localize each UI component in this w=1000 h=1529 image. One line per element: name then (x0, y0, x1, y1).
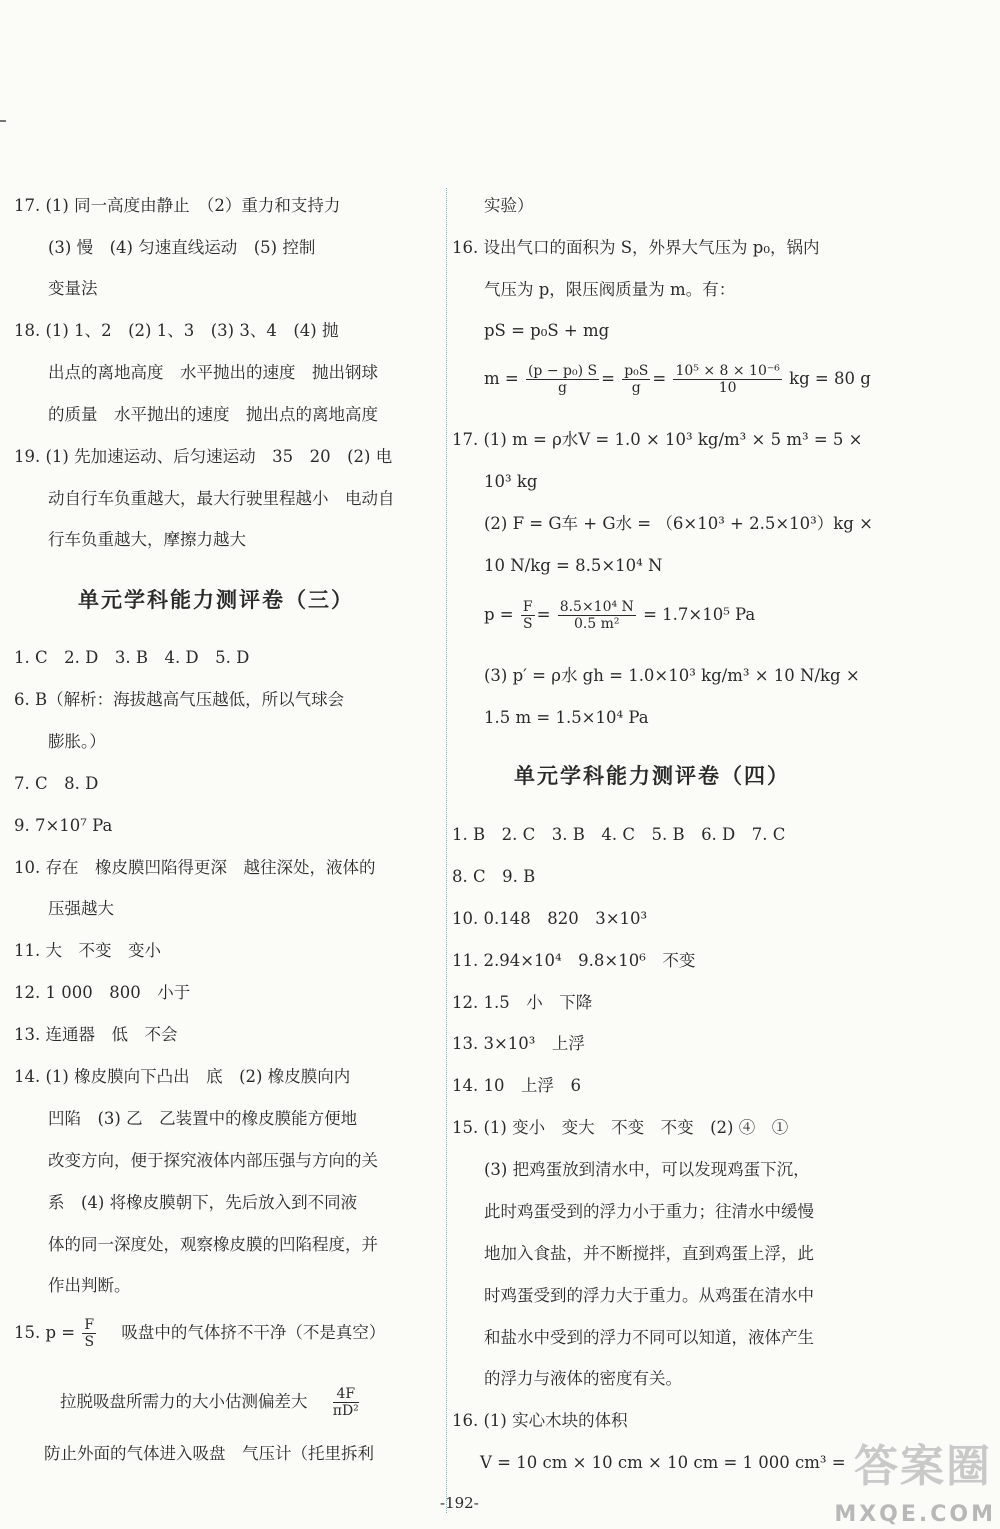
a15-line2 (60, 1387, 361, 1418)
b15-line7: 的浮力与液体的密度有关。 (484, 1369, 682, 1388)
a15-frac-den: S (84, 1334, 95, 1350)
q17-f2-num: 8.5×10⁴ N (559, 599, 634, 615)
b15-line2: (3) 把鸡蛋放到清水中，可以发现鸡蛋下沉， (484, 1160, 810, 1179)
q16-line2: 气压为 p，限压阀质量为 m。有： (484, 280, 736, 299)
a10-line1: 10. 存在 橡皮膜凹陷得更深 越往深处，液体的 (14, 858, 376, 877)
answer-13: 13. 连通器 低 不会 (14, 1025, 178, 1044)
answers-7-8: 7. C 8. D (14, 774, 99, 793)
answer-b14: 14. 10 上浮 6 (452, 1076, 581, 1095)
answer-b10: 10. 0.148 820 3×10³ (452, 909, 648, 928)
r-line0: 实验） (484, 196, 534, 215)
q16-frac2 (622, 364, 650, 395)
q17-frac2 (558, 600, 636, 631)
q19-line1: 19. (1) 先加速运动、后匀速运动 35 20 (2) 电 (14, 447, 393, 466)
a14-line3: 改变方向，便于探究液体内部压强与方向的关 (48, 1151, 378, 1170)
q17r-part3-line1: (3) p′ = ρ水 gh = 1.0×10³ kg/m³ × 10 N/kg × (484, 666, 860, 685)
q16-f3-num: 10⁵ × 8 × 10⁻⁶ (675, 363, 780, 379)
q17-f2-den: 0.5 m² (573, 616, 620, 632)
a6-line1: 6. B（解析：海拔越高气压越低，所以气球会 (14, 690, 345, 709)
a14-line6: 作出判断。 (48, 1276, 131, 1295)
a15-tail: 吸盘中的气体挤不干净（不是真空） (121, 1323, 386, 1342)
a14-line1: 14. (1) 橡皮膜向下凸出 底 (2) 橡皮膜向内 (14, 1067, 351, 1086)
answer-b11: 11. 2.94×10⁴ 9.8×10⁶ 不变 (452, 951, 696, 970)
a15-frac-num: F (84, 1317, 95, 1333)
a14-line5: 体的同一深度处，观察橡皮膜的凹陷程度，并 (48, 1235, 378, 1254)
q16-f1-num: (p − p₀) S (527, 363, 598, 379)
q16-f3-den: 10 (718, 380, 737, 396)
q17r-line2: 10³ kg (484, 472, 538, 491)
margin-tick (0, 120, 6, 122)
q16-mass-formula: m = $\frac{\text{(p − p₀) S}}{g}$ = $\frac{\text{p₀S}}{g}$ = $\frac{\text{10⁵ × 8 × 10⁻⁶}}{10}$ kg = 80 g (484, 363, 871, 396)
a15-fraction (82, 1318, 96, 1349)
column-divider (446, 188, 447, 1513)
a15-line3: 防止外面的气体进入吸盘 气压计（托里拆利 (44, 1444, 374, 1463)
q16-f2-den: g (631, 380, 641, 396)
answers-b1-7: 1. B 2. C 3. B 4. C 5. B 6. D 7. C (452, 825, 786, 844)
a10-line2: 压强越大 (48, 899, 114, 918)
q17-frac1 (521, 600, 535, 631)
answer-b13: 13. 3×10³ 上浮 (452, 1034, 585, 1053)
b15-line4: 地加入食盐，并不断搅拌，直到鸡蛋上浮，此 (484, 1244, 814, 1263)
b15-line3: 此时鸡蛋受到的浮力小于重力；往清水中缓慢 (484, 1202, 814, 1221)
section-heading-4: 单元学科能力测评卷（四） (514, 764, 790, 788)
q16-line3: pS = p₀S + mg (484, 321, 610, 340)
q17-line2: (3) 慢 (4) 匀速直线运动 (5) 控制 (48, 238, 316, 257)
q16-line1: 16. 设出气口的面积为 S，外界大气压为 p₀，锅内 (452, 238, 820, 257)
q17-p-prefix: p = (484, 605, 514, 624)
answer-12: 12. 1 000 800 小于 (14, 983, 191, 1002)
watermark-logo: 答案圈 (854, 1441, 992, 1492)
q17-line3: 变量法 (48, 279, 98, 298)
watermark-url: MXQE.COM (834, 1502, 996, 1527)
q17r-line4: 10 N/kg = 8.5×10⁴ N (484, 556, 663, 575)
a15-line2-text: 拉脱吸盘所需力的大小估测偏差大 (60, 1392, 308, 1411)
q17-f1-den: S (522, 616, 533, 632)
a14-line4: 系 (4) 将橡皮膜朝下，先后放入到不同液 (48, 1193, 358, 1212)
q17-p-tail: = 1.7×10⁵ Pa (643, 605, 756, 624)
answer-b12: 12. 1.5 小 下降 (452, 993, 593, 1012)
b15-line1: 15. (1) 变小 变大 不变 不变 (2) ④ ① (452, 1118, 789, 1137)
answer-9: 9. 7×10⁷ Pa (14, 816, 113, 835)
q16-frac3 (673, 364, 781, 395)
q17-f1-num: F (522, 599, 533, 615)
q17r-line3: (2) F = G车 + G水 = （6×10³ + 2.5×10³）kg × (484, 514, 873, 533)
q16-f1-den: g (558, 380, 568, 396)
answers-1-5: 1. C 2. D 3. B 4. D 5. D (14, 648, 250, 667)
b15-line6: 和盐水中受到的浮力不同可以知道，液体产生 (484, 1328, 814, 1347)
b16-line1: 16. (1) 实心木块的体积 (452, 1411, 628, 1430)
a15-frac2-den: πD² (332, 1403, 359, 1419)
a15-prefix: 15. p = (14, 1323, 76, 1342)
q16-m-tail: kg = 80 g (789, 369, 871, 388)
a15-line1 (14, 1318, 385, 1349)
q16-frac1 (526, 364, 599, 395)
q16-f2-num: p₀S (624, 363, 649, 379)
q18-line3: 的质量 水平抛出的速度 抛出点的离地高度 (48, 405, 378, 424)
b16-line2: V = 10 cm × 10 cm × 10 cm = 1 000 cm³ = (480, 1453, 846, 1472)
q19-line2: 动自行车负重越大，最大行驶里程越小 电动自 (48, 489, 395, 508)
section-heading-3: 单元学科能力测评卷（三） (78, 588, 354, 612)
b15-line5: 时鸡蛋受到的浮力大于重力。从鸡蛋在清水中 (484, 1286, 814, 1305)
q17-pressure-formula: p = $\frac{F}{S}$ = $\frac{\text{8.5×10⁴ N}}{\text{0.5 m²}}$ = 1.7×10⁵ Pa (484, 599, 756, 632)
a6-line2: 膨胀。） (48, 732, 106, 751)
a15-fraction2 (333, 1387, 359, 1418)
answers-b8-9: 8. C 9. B (452, 867, 536, 886)
a14-line2: 凹陷 (3) 乙 乙装置中的橡皮膜能方便地 (48, 1109, 358, 1128)
a15-frac2-num: 4F (333, 1387, 359, 1403)
answer-11: 11. 大 不变 变小 (14, 941, 161, 960)
page-number: -192- (440, 1494, 479, 1512)
q19-line3: 行车负重越大，摩擦力越大 (48, 530, 246, 549)
q16-m-prefix: m = (484, 369, 519, 388)
q17r-part3-line2: 1.5 m = 1.5×10⁴ Pa (484, 708, 649, 727)
q18-line1: 18. (1) 1、2 (2) 1、3 (3) 3、4 (4) 抛 (14, 321, 339, 340)
q17r-line1: 17. (1) m = ρ水V = 1.0 × 10³ kg/m³ × 5 m³ = 5 × (452, 430, 863, 449)
q17-line1: 17. (1) 同一高度由静止 （2）重力和支持力 (14, 196, 341, 215)
q18-line2: 出点的离地高度 水平抛出的速度 抛出钢球 (48, 363, 378, 382)
